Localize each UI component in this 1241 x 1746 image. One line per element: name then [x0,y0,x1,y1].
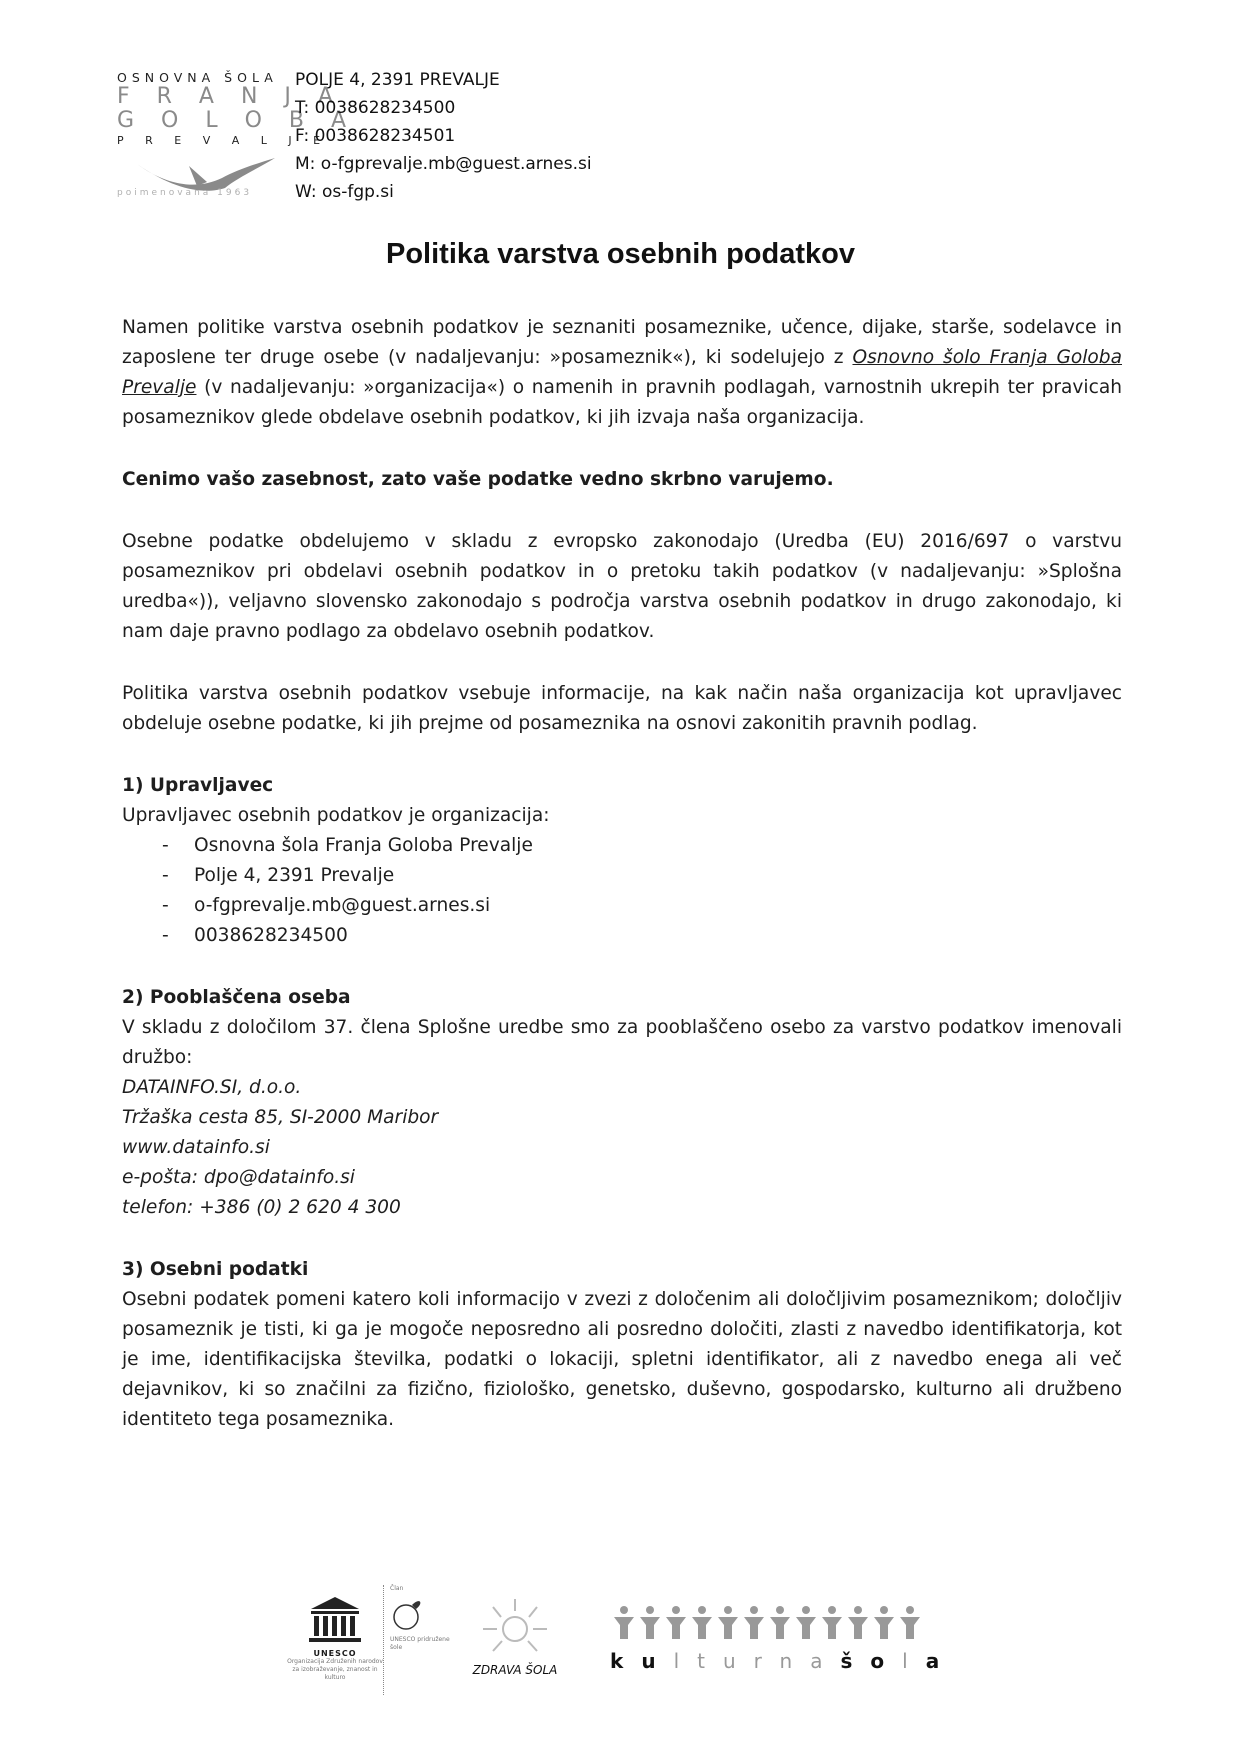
paragraph-legislation: Osebne podatke obdelujemo v skladu z evropsko zakonodajo (Uredba (EU) 2016/697 o varstvu posameznikov pri obdelavi osebnih podatkov in o pretoku takih podatkov (v nadaljevanju: »Splošna uredba«)), veljavno slovensko zakonodajo s področja varstva osebnih podatkov in drugo zakonodajo, ki nam daje pravno podlago za obdelavo osebnih podatkov. [122,531,1122,642]
intro-text-b: (v nadaljevanju: »organizacija«) o namenih in pravnih podlagah, varnostnih ukrepih ter pravicah posameznikov glede obdelave osebnih podatkov, ki jih izvaja naša organizacija. [122,377,1122,428]
section-text-controller: Upravljavec osebnih podatkov je organizacija: [122,805,550,826]
people-row-icon [610,1605,940,1641]
zdrava-sola-logo [460,1595,570,1677]
section-heading-dpo: 2) Pooblaščena oseba [122,987,351,1008]
letter: n [779,1649,811,1673]
member-label: Član [390,1585,404,1592]
dpo-line: DATAINFO.SI, d.o.o. [122,1077,302,1098]
sun-icon [475,1595,555,1657]
letter: a [810,1649,841,1673]
contact-address: POLJE 4, 2391 PREVALJE [295,70,500,90]
kulturna-sola-logo [610,1605,960,1673]
letter: u [641,1649,674,1673]
logo-line-prevalje: P R E V A L J E [117,134,330,147]
letter: t [697,1649,723,1673]
unesco-member [390,1585,450,1652]
letter: r [753,1649,780,1673]
document-body [122,313,1122,1435]
logo-line-franja: F R A N J A [117,84,343,109]
logo-line-goloba: G O L O B A [117,108,357,133]
section-text-personal-data: Osebni podatek pomeni katero koli informacijo v zvezi z določenim ali določljivim posameznikom; določljiv posameznik je tisti, ki ga je mogoče neposredno ali posredno določiti, zlasti z navedbo identifikatorja, kot je ime, identifikacijska številka, podatki o lokaciji, spletni identifikator, ali z navedbo enega ali več dejavnikov, ki so značilni za fizično, fiziološko, genetsko, duševno, gospodarsko, kulturno ali družbeno identiteto tega posameznika. [122,1289,1122,1430]
logo-foot: poimenovana 1963 [117,188,253,198]
logo-line-school: OSNOVNA ŠOLA [117,70,278,85]
contact-mail[interactable]: M: o-fgprevalje.mb@guest.arnes.si [295,154,592,174]
list-item: - o-fgprevalje.mb@guest.arnes.si [122,891,1122,921]
intro-paragraph [122,313,1122,433]
section-heading-personal-data: 3) Osebni podatki [122,1259,309,1280]
letter: l [902,1649,926,1673]
unesco-label: UNESCO [313,1649,357,1658]
paragraph-policy: Politika varstva osebnih podatkov vsebuje informacije, na kak način naša organizacija kot upravljavec obdeluje osebne podatke, ki jih prejme od posameznika na osnovi zakonitih pravnih podlag. [122,683,1122,734]
dpo-line: telefon: +386 (0) 2 620 4 300 [122,1197,401,1218]
list-item: - Polje 4, 2391 Prevalje [122,861,1122,891]
contact-phone: T: 0038628234500 [295,98,456,118]
dpo-line: www.datainfo.si [122,1137,270,1158]
globe-leaf-icon [390,1593,426,1633]
letter: a [925,1649,958,1673]
unesco-temple-icon [307,1595,363,1645]
unesco-logo [285,1595,385,1682]
list-item: - 0038628234500 [122,921,1122,951]
contact-web[interactable]: W: os-fgp.si [295,182,394,202]
member-caption: UNESCO pridružene šole [390,1636,450,1651]
dpo-line: Tržaška cesta 85, SI-2000 Maribor [122,1107,439,1128]
list-item: - Osnovna šola Franja Goloba Prevalje [122,831,1122,861]
kulturna-sola-word [610,1649,960,1673]
letter: u [722,1649,754,1673]
contact-fax: F: 0038628234501 [295,126,456,146]
intro-text-a: Namen politike varstva osebnih podatkov je seznaniti posameznike, učence, dijake, starše, sodelavce in zaposlene ter druge osebe (v nadaljevanju: »posameznik«), ki sodelujejo z [122,317,1122,368]
motto: Cenimo vašo zasebnost, zato vaše podatke vedno skrbno varujemo. [122,469,834,490]
unesco-caption: Organizacija Združenih narodov za izobraževanje, znanost in kulturo [287,1658,383,1681]
divider [383,1585,384,1695]
section-text-dpo: V skladu z določilom 37. člena Splošne uredbe smo za pooblaščeno osebo za varstvo podatkov imenovali družbo: [122,1017,1122,1068]
document-title: Politika varstva osebnih podatkov [386,238,855,270]
zdrava-label: ZDRAVA ŠOLA [472,1663,558,1677]
school-link[interactable]: Osnovno šolo Franja Goloba Prevalje [122,347,1122,398]
dpo-line: e-pošta: dpo@datainfo.si [122,1167,355,1188]
letter: k [610,1649,642,1673]
contact-block [295,66,592,206]
section-heading-controller: 1) Upravljavec [122,775,274,796]
letter: š [840,1649,871,1673]
letter: l [673,1649,698,1673]
controller-list [122,831,1122,951]
letter: o [870,1649,903,1673]
footer-logos [0,1585,1241,1705]
